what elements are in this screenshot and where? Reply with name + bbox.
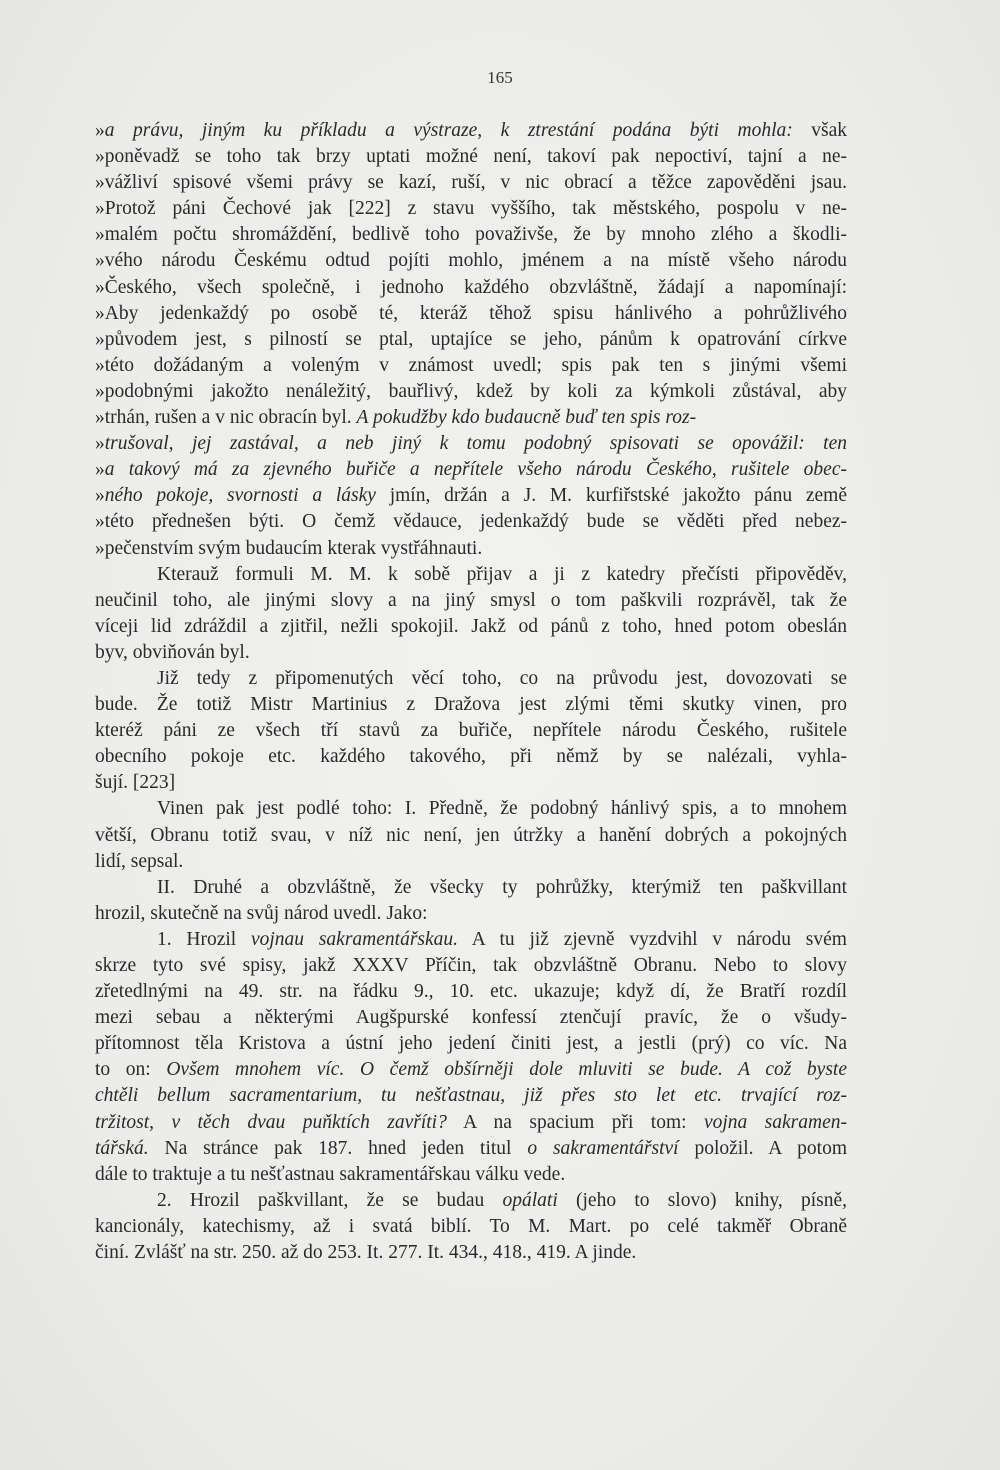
text-line xyxy=(95,144,847,170)
text-segment: 1. Hrozil xyxy=(157,928,251,950)
text-segment: »podobnými jakožto nenáležitý, bauřlivý, kdež by koli za kýmkoli zůstával, aby xyxy=(95,380,847,402)
text-segment: Na stránce pak 187. hned jeden titul xyxy=(148,1137,528,1159)
text-segment: víceji lid zdráždil a zjitřil, nežli spokojil. Jakž od pánů z toho, hned potom obeslán xyxy=(95,615,847,637)
text-line xyxy=(95,405,847,431)
text-segment: obecního pokoje etc. každého takového, při němž by se nalézali, vyhla- xyxy=(95,746,847,768)
text-segment: (jeho to slovo) knihy, písně, xyxy=(557,1189,847,1211)
text-line xyxy=(95,953,847,979)
text-line xyxy=(95,718,847,744)
text-segment: jmín, držán a J. M. kurfiřstské jakožto pánu země xyxy=(375,485,847,507)
text-line xyxy=(95,1057,847,1083)
italic-text: a právu, jiným ku příkladu a výstraze, k ztrestání podána býti mohla: xyxy=(104,120,793,141)
text-line xyxy=(95,379,847,405)
italic-text: a takový má za zjevného buřiče a nepřítele všeho národu Českého, rušitele obec- xyxy=(104,459,847,481)
text-segment: »původem jest, s pilností se ptal, uptajíce se jeho, pánům k opatrování církve xyxy=(95,328,847,350)
text-segment: položil. A potom xyxy=(678,1137,847,1159)
text-segment: » xyxy=(95,433,105,455)
text-line xyxy=(95,222,847,248)
text-segment: »trhán, rušen a v nic obracín byl. xyxy=(95,407,357,429)
text-segment: »této přednešen býti. O čemž vědauce, jedenkaždý bude se věděti před nebez- xyxy=(95,511,847,533)
text-segment: » xyxy=(95,459,105,481)
text-segment: kancionály, katechismy, až i svatá biblí. To M. Mart. po celé takměř Obraně xyxy=(95,1215,847,1237)
text-line xyxy=(95,1005,847,1031)
text-line xyxy=(95,196,847,222)
text-line xyxy=(95,1083,847,1109)
italic-text: vojnau sakramentářskau. xyxy=(250,928,459,950)
text-line xyxy=(95,562,847,588)
text-segment: větší, Obranu totiž svau, v níž nic není, jen útržky a hanění dobrých a pokojných xyxy=(95,824,847,846)
text-segment: bude. Že totiž Mistr Martinius z Dražova jest zlými těmi skutky vinen, pro xyxy=(95,694,847,716)
text-line xyxy=(95,875,847,901)
text-line xyxy=(95,275,847,301)
text-segment: » xyxy=(95,485,105,507)
italic-text: chtěli bellum sacramentarium, tu nešťastnau, již přes sto let etc. trvající roz- xyxy=(95,1085,847,1107)
italic-text: trušoval, jej zastával, a neb jiný k tomu podobný spisovati se opovážil: ten xyxy=(104,433,847,455)
text-segment: » xyxy=(95,120,105,141)
text-line xyxy=(95,1240,847,1266)
text-segment: kteréž páni ze všech tří stavů za buřiče, nepřítele národu Českého, rušitele xyxy=(95,720,847,742)
text-segment: »Českého, všech společně, i jednoho každého obzvláštně, žádají a napomínají: xyxy=(95,276,847,298)
text-line xyxy=(95,457,847,483)
text-segment: A tu již zjevně vyzdvihl v národu svém xyxy=(458,928,847,950)
text-line xyxy=(95,692,847,718)
text-line xyxy=(95,431,847,457)
text-segment: Vinen pak jest podlé toho: I. Předně, že podobný hánlivý spis, a to mnohem xyxy=(157,798,847,820)
text-line xyxy=(95,509,847,535)
text-line xyxy=(95,849,847,875)
text-segment: šují. [223] xyxy=(95,772,176,794)
text-line xyxy=(95,118,847,144)
italic-text: A pokudžby kdo budaucně buď ten spis roz- xyxy=(356,407,697,429)
text-segment: Již tedy z připomenutých věcí toho, co na průvodu jest, dovozovati se xyxy=(157,667,847,689)
text-segment: »poněvadž se toho tak brzy uptati možné není, takoví pak nepoctiví, tajní a ne- xyxy=(95,146,847,168)
text-segment: »Aby jedenkaždý po osobě té, kteráž těhož spisu hánlivého a pohrůžlivého xyxy=(95,302,847,324)
text-segment: »vážliví spisové všemi právy se kazí, ruší, v nic obrací a těžce zapověděni jsau. xyxy=(95,172,847,194)
text-line xyxy=(95,248,847,274)
text-segment: Kterauž formuli M. M. k sobě přijav a ji z katedry přečísti připověděv, xyxy=(157,563,847,585)
text-segment: 2. Hrozil paškvillant, že se budau xyxy=(157,1189,503,1211)
text-segment: »pečenstvím svým budaucím kterak vystřáhnauti. xyxy=(95,537,483,559)
text-segment: »Protož páni Čechové jak [222] z stavu vyššího, tak městského, pospolu v ne- xyxy=(95,198,847,220)
page-number: 165 xyxy=(487,68,513,87)
text-line xyxy=(95,1214,847,1240)
text-line xyxy=(95,170,847,196)
italic-text: vojna sakramen- xyxy=(703,1111,847,1133)
text-segment: byv, obviňován byl. xyxy=(95,641,250,663)
text-segment: zřetedlnými na 49. str. na řádku 9., 10. etc. ukazuje; když dí, že Bratří rozdíl xyxy=(95,981,847,1003)
text-line xyxy=(95,666,847,692)
text-segment: činí. Zvlášť na str. 250. až do 253. It. 277. It. 434., 418., 419. A jinde. xyxy=(95,1242,637,1264)
italic-text: opálati xyxy=(502,1189,558,1211)
text-line xyxy=(95,1110,847,1136)
text-line xyxy=(95,979,847,1005)
text-line xyxy=(95,770,847,796)
text-segment: skrze tyto své spisy, jakž XXXV Příčin, tak obzvláštně Obranu. Nebo to slovy xyxy=(95,955,847,976)
text-segment: A na spacium při tom: xyxy=(446,1111,704,1133)
text-line xyxy=(95,483,847,509)
text-line xyxy=(95,614,847,640)
text-segment: »vého národu Českému odtud pojíti mohlo, jménem a na místě všeho národu xyxy=(95,250,847,272)
text-line xyxy=(95,901,847,927)
text-segment: neučinil toho, ale jinými slovy a na jiný smysl o tom paškvili rozprávěl, tak že xyxy=(95,589,847,611)
text-segment: hrozil, skutečně na svůj národ uvedl. Jako: xyxy=(95,902,428,924)
italic-text: Ovšem mnohem víc. O čemž obšírněji dole mluviti se bude. A což byste xyxy=(166,1059,847,1081)
italic-text: o sakramentářství xyxy=(527,1137,679,1159)
text-line xyxy=(95,744,847,770)
text-line xyxy=(95,927,847,953)
text-line xyxy=(95,1162,847,1188)
text-segment: to on: xyxy=(95,1059,167,1081)
italic-text: tářská. xyxy=(95,1137,149,1159)
text-segment: mezi sebau a některými Augšpurské konfessí ztenčují pravíc, že o všudy- xyxy=(95,1007,847,1029)
text-line xyxy=(95,536,847,562)
text-line xyxy=(95,1188,847,1214)
text-segment: přítomnost těla Kristova a ústní jeho jedení činiti jest, a jestli (prý) co víc. Na xyxy=(95,1033,847,1055)
text-segment: lidí, sepsal. xyxy=(95,850,184,872)
text-line xyxy=(95,1031,847,1057)
text-segment: dále to traktuje a tu nešťastnau sakramentářskau válku vede. xyxy=(95,1163,566,1185)
italic-text: tržitost, v těch dvau puňktích zavříti? xyxy=(95,1111,447,1133)
text-segment: »malém počtu shromáždění, bedlivě toho považivše, že by mnoho zlého a škodli- xyxy=(95,224,847,246)
text-line xyxy=(95,640,847,666)
text-segment: však xyxy=(792,120,847,141)
text-line xyxy=(95,796,847,822)
text-line xyxy=(95,1136,847,1162)
text-segment: II. Druhé a obzvláštně, že všecky ty pohrůžky, kterýmiž ten paškvillant xyxy=(157,876,847,898)
text-line xyxy=(95,301,847,327)
text-line xyxy=(95,353,847,379)
italic-text: ného pokoje, svornosti a lásky xyxy=(104,485,376,507)
text-line xyxy=(95,327,847,353)
text-segment: »této dožádaným a voleným v známost uvedl; spis pak ten s jinými všemi xyxy=(95,354,847,376)
text-line xyxy=(95,588,847,614)
text-line xyxy=(95,823,847,849)
body-text xyxy=(95,118,847,1266)
